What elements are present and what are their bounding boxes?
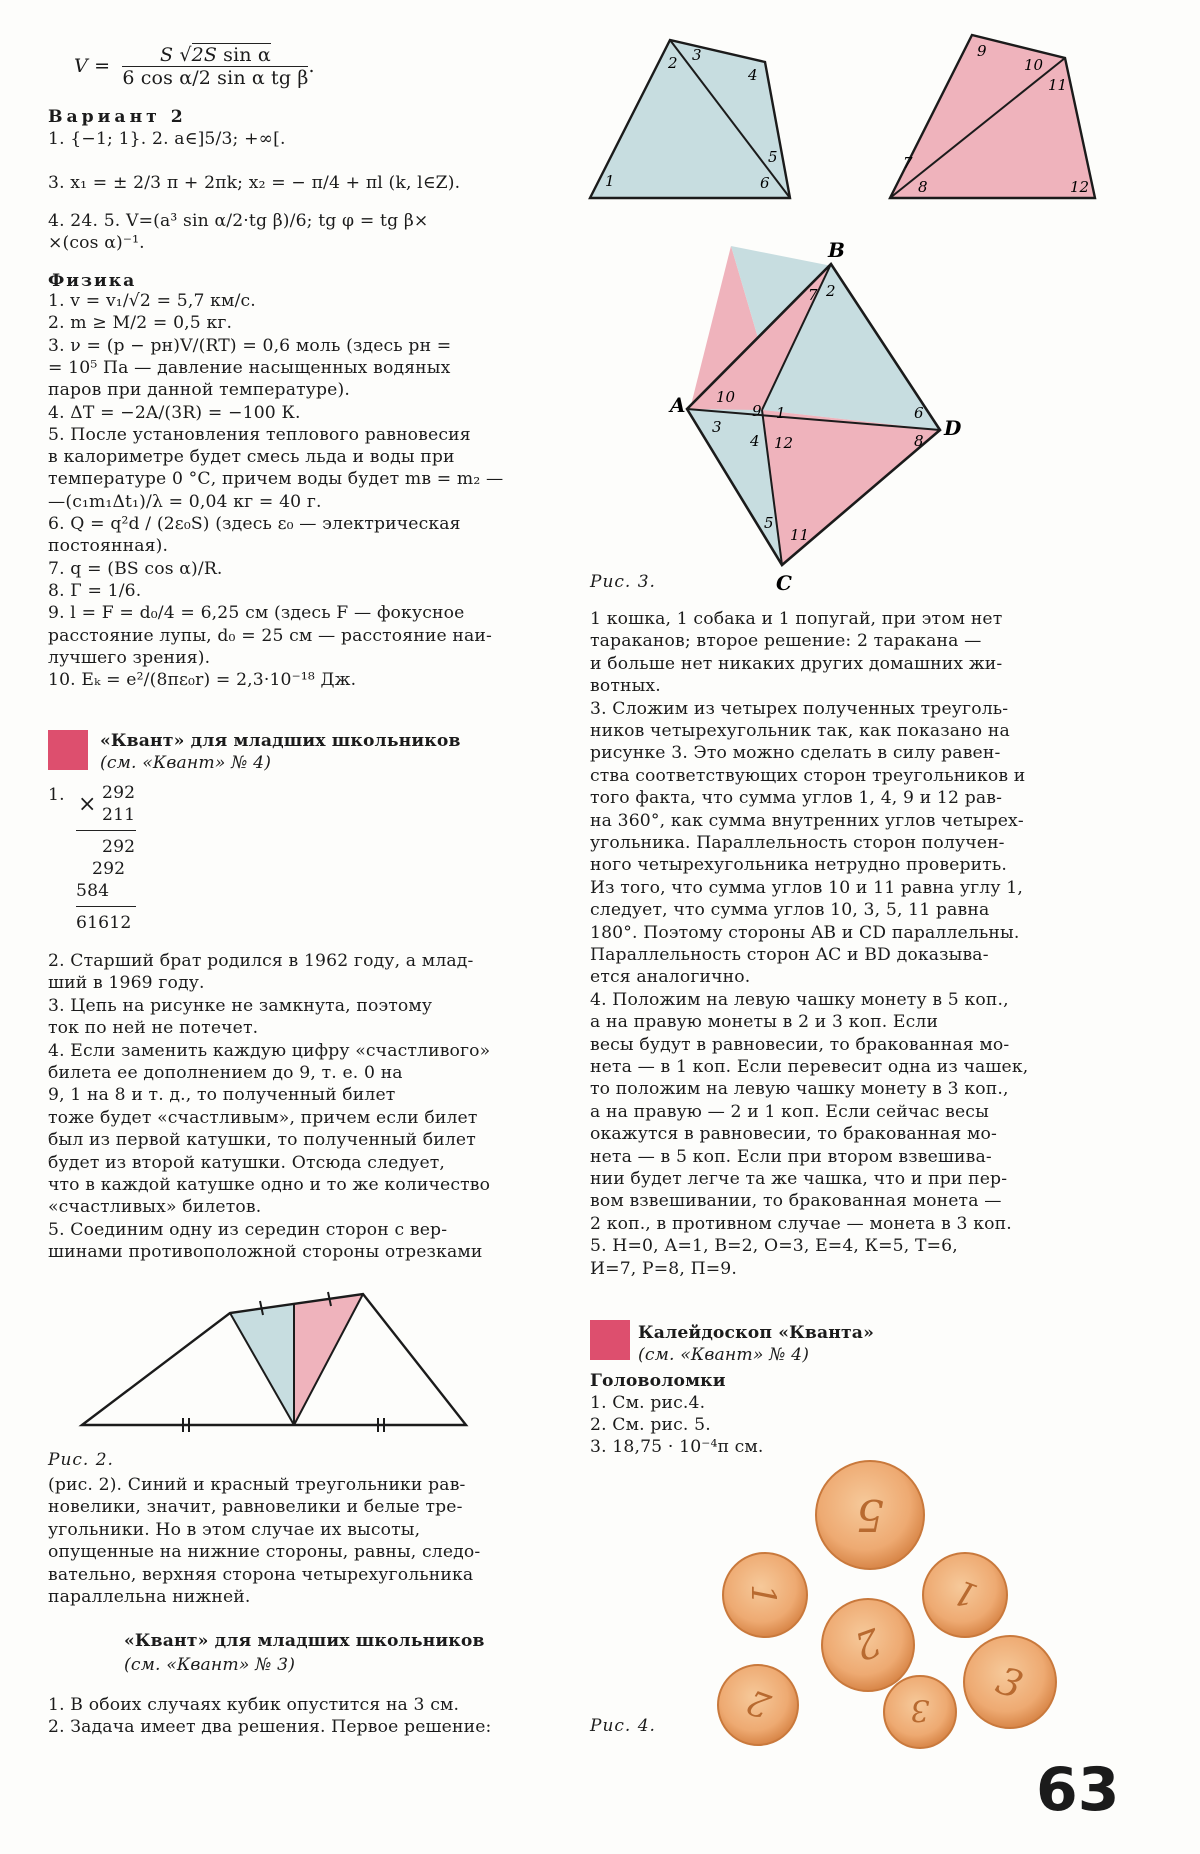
angle-label: 2	[668, 54, 678, 72]
text-line: И=7, Р=8, П=9.	[590, 1258, 737, 1279]
text-line: ток по ней не потечет.	[48, 1018, 259, 1039]
coin	[816, 1461, 924, 1569]
text-line: вательно, верхняя сторона четырехугольника	[48, 1564, 474, 1585]
text-line: шинами противоположной стороны отрезками	[48, 1242, 483, 1263]
kvant3-title: «Квант» для младших школьников	[124, 1631, 485, 1651]
text-line: 3. Сложим из четырех полученных треуголь-	[590, 698, 1009, 719]
vertex-label: B	[828, 238, 845, 262]
coin	[822, 1599, 914, 1691]
coin	[718, 1665, 798, 1745]
angle-label: 7	[808, 286, 818, 304]
text-line: билета ее дополнением до 9, т. е. 0 на	[48, 1063, 403, 1083]
fig3-caption: Рис. 3.	[590, 572, 656, 592]
angle-label: 1	[776, 404, 786, 422]
vertex-label: C	[776, 571, 792, 595]
text-line: 8. Г = 1/6.	[48, 580, 142, 601]
text-line: 7. q = (BS cos α)/R.	[48, 558, 223, 579]
text-line: нета — в 5 коп. Если при втором взвешива-	[590, 1146, 992, 1167]
coin	[723, 1553, 807, 1637]
text-line: 6. Q = q²d / (2ε₀S) (здесь ε₀ — электрическая	[48, 514, 461, 534]
text-line: 10. Eₖ = e²/(8πε₀r) = 2,3·10⁻¹⁸ Дж.	[48, 670, 357, 691]
angle-label: 12	[1070, 178, 1090, 196]
mult-rule	[76, 906, 136, 907]
coin	[884, 1676, 956, 1748]
text-line: вом взвешивании, то бракованная монета —	[590, 1191, 1002, 1212]
text-line: рисунке 3. Это можно сделать в силу равен-	[590, 743, 1001, 764]
text-line: 3. Цепь на рисунке не замкнута, поэтому	[48, 995, 433, 1016]
angle-label: 3	[692, 46, 702, 64]
mult-p3: 584	[76, 881, 110, 901]
text-line: Параллельность сторон AC и BD доказыва-	[590, 945, 989, 965]
text-line: вотных.	[590, 676, 661, 697]
text-line: нета — в 1 коп. Если перевесит одна из чашек,	[590, 1057, 1029, 1077]
text-line: был из первой катушки, то полученный билет	[48, 1130, 476, 1151]
text-line: 3. ν = (p − pн)V/(RT) = 0,6 моль (здесь pн =	[48, 335, 452, 356]
kaleidoscope-title: Калейдоскоп «Кванта»	[638, 1323, 874, 1343]
text3-line: 2. Задача имеет два решения. Первое решение:	[48, 1717, 492, 1737]
text-line: 5. Соединим одну из середин сторон с вер-	[48, 1219, 448, 1240]
svg-text:3: 3	[910, 1692, 930, 1727]
text-line: того факта, что сумма углов 1, 4, 9 и 12 рав-	[590, 788, 1003, 809]
text3-line: 1. В обоих случаях кубик опустится на 3 см.	[48, 1695, 460, 1715]
angle-label: 9	[977, 42, 987, 60]
svg-text:2: 2	[741, 1680, 776, 1726]
v2-line: 1. {−1; 1}. 2. a∈]5/3; +∞[.	[48, 129, 286, 149]
mult-p2: 292	[92, 859, 126, 879]
fig4-caption: Рис. 4.	[590, 1716, 656, 1736]
text-line: 2. Старший брат родился в 1962 году, а млад-	[48, 951, 474, 971]
text-line: 4. Положим на левую чашку монету в 5 коп.,	[590, 989, 1009, 1010]
golovolomki-title: Головоломки	[590, 1371, 726, 1391]
text-line: тараканов; второе решение: 2 таракана —	[590, 631, 982, 652]
text-line: а на правую монеты в 2 и 3 коп. Если	[590, 1012, 939, 1033]
svg-text:1: 1	[743, 1584, 783, 1606]
vertex-label: A	[670, 393, 686, 417]
angle-label: 11	[1048, 76, 1068, 94]
text-line: лучшего зрения).	[48, 647, 211, 668]
angle-label: 3	[712, 418, 722, 436]
v2-line: 3. x₁ = ± 2/3 π + 2πk; x₂ = − π/4 + πl (k, l∈Z).	[48, 173, 461, 193]
text-line: 5. Н=0, А=1, В=2, О=3, Е=4, К=5, Т=6,	[590, 1236, 958, 1257]
angle-label: 2	[826, 282, 836, 300]
text-line: ший в 1969 году.	[48, 973, 205, 994]
text-line: «счастливых» билетов.	[48, 1197, 262, 1218]
text-line: (рис. 2). Синий и красный треугольники рав-	[48, 1475, 466, 1495]
svg-text:3: 3	[990, 1658, 1029, 1708]
text-line: параллельна нижней.	[48, 1587, 251, 1607]
svg-text:5: 5	[856, 1489, 884, 1540]
angle-label: 10	[1024, 56, 1044, 74]
text-line: 9. l = F = d₀/4 = 6,25 см (здесь F — фокусное	[48, 603, 465, 624]
svg-text:1: 1	[948, 1570, 983, 1616]
text-line: Из того, что сумма углов 10 и 11 равна углу 1,	[590, 877, 1023, 898]
mult-sign: ×	[78, 792, 97, 817]
golovolomki-line: 3. 18,75 · 10⁻⁴π см.	[590, 1437, 764, 1457]
text-line: = 10⁵ Па — давление насыщенных водяных	[48, 357, 451, 378]
figure-4-coins	[720, 1450, 1060, 1750]
text-line: окажутся в равновесии, то бракованная мо-	[590, 1124, 997, 1145]
text-line: постоянная).	[48, 536, 169, 557]
page-number: 63	[1036, 1755, 1120, 1825]
text-line: 2. m ≥ M/2 = 0,5 кг.	[48, 313, 233, 334]
text-line: то положим на левую чашку монету в 3 коп.,	[590, 1079, 1009, 1100]
text-line: на 360°, как сумма внутренних углов четырех-	[590, 810, 1024, 831]
angle-label: 7	[903, 154, 913, 172]
figure-2	[78, 1280, 478, 1430]
text-line: температуре 0 °С, причем воды будет mв = m₂ —	[48, 469, 504, 490]
kvant4-title: «Квант» для младших школьников	[100, 731, 461, 751]
text-line: 9, 1 на 8 и т. д., то полученный билет	[48, 1085, 396, 1106]
text-line: —(c₁m₁Δt₁)/λ = 0,04 кг = 40 г.	[48, 491, 322, 512]
angle-label: 4	[750, 432, 760, 450]
text-line: паров при данной температуре).	[48, 380, 350, 401]
text-line: ется аналогично.	[590, 967, 751, 988]
text-line: и больше нет никаких других домашних жи-	[590, 653, 1003, 674]
text-line: 2 коп., в противном случае — монета в 3 коп.	[590, 1213, 1012, 1234]
text-line: 1. v = v₁/√2 = 5,7 км/с.	[48, 291, 256, 311]
physics-title: Физика	[48, 271, 137, 291]
text-line: тоже будет «счастливым», причем если билет	[48, 1107, 478, 1128]
angle-label: 6	[914, 404, 924, 422]
text-line: 180°. Поэтому стороны AB и CD параллельны.	[590, 922, 1020, 943]
mult-p1: 292	[102, 837, 136, 857]
golovolomki-line: 2. См. рис. 5.	[590, 1415, 711, 1435]
text-line: будет из второй катушки. Отсюда следует,	[48, 1152, 446, 1173]
mult-result: 61612	[76, 913, 132, 933]
text-line: а на правую — 2 и 1 коп. Если сейчас весы	[590, 1101, 989, 1122]
text-line: расстояние лупы, d₀ = 25 см — расстояние наи-	[48, 625, 492, 646]
angle-label: 1	[605, 172, 615, 190]
mult-number: 1.	[48, 785, 65, 805]
variant2-title: Вариант 2	[48, 107, 187, 127]
section-marker	[48, 730, 88, 770]
text-line: 1 кошка, 1 собака и 1 попугай, при этом нет	[590, 609, 1003, 629]
kaleidoscope-ref: (см. «Квант» № 4)	[638, 1345, 810, 1365]
angle-label: 10	[716, 388, 736, 406]
text-line: 5. После установления теплового равновесия	[48, 424, 471, 445]
text-line: в калориметре будет смесь льда и воды при	[48, 447, 455, 468]
text-line: опущенные на нижние стороны, равны, следо-	[48, 1542, 481, 1563]
formula-V: V = $\frac{\text{S √2S sin α}}{\text{6 cos α/2 sin α tg β}}$ .	[74, 44, 315, 90]
fig2-caption: Рис. 2.	[48, 1450, 114, 1470]
text-line: ников четырехугольник так, как показано на	[590, 721, 1010, 741]
angle-label: 12	[774, 434, 794, 452]
mult-rule	[76, 830, 136, 831]
text-line: нии будет легче та же чашка, что и при пер-	[590, 1169, 1008, 1189]
mult-a: 292	[102, 783, 136, 803]
text-line: ства соответствующих сторон треугольников и	[590, 765, 1026, 786]
v2-line: ×(cos α)⁻¹.	[48, 233, 145, 253]
angle-label: 5	[764, 514, 774, 532]
section-marker	[590, 1320, 630, 1360]
text-line: что в каждой катушке одно и то же количество	[48, 1175, 491, 1195]
golovolomki-line: 1. См. рис.4.	[590, 1393, 706, 1413]
angle-label: 5	[768, 148, 778, 166]
text-line: новелики, значит, равновелики и белые тре-	[48, 1497, 463, 1518]
coin	[923, 1553, 1007, 1637]
text-line: весы будут в равновесии, то бракованная мо-	[590, 1034, 1010, 1055]
svg-text:2: 2	[848, 1619, 887, 1669]
text-line: угольника. Параллельность сторон получен-	[590, 833, 1005, 853]
text-line: ного четырехугольника нетрудно проверить.	[590, 855, 1008, 876]
angle-label: 6	[760, 174, 770, 192]
kvant3-ref: (см. «Квант» № 3)	[124, 1655, 296, 1675]
coin	[964, 1636, 1056, 1728]
vertex-label: D	[944, 416, 962, 440]
angle-label: 9	[752, 402, 762, 420]
text-line: угольники. Но в этом случае их высоты,	[48, 1519, 421, 1540]
angle-label: 8	[918, 178, 928, 196]
text-line: 4. Если заменить каждую цифру «счастливого»	[48, 1040, 491, 1061]
angle-label: 11	[790, 526, 810, 544]
mult-b: 211	[102, 805, 136, 825]
v2-line: 4. 24. 5. V=(a³ sin α/2·tg β)/6; tg φ = tg β×	[48, 211, 429, 231]
text-line: 4. ΔT = −2A/(3R) = −100 К.	[48, 402, 301, 423]
angle-label: 8	[914, 432, 924, 450]
text-line: следует, что сумма углов 10, 3, 5, 11 равна	[590, 900, 990, 921]
angle-label: 4	[748, 66, 758, 84]
kvant4-ref: (см. «Квант» № 4)	[100, 753, 272, 773]
